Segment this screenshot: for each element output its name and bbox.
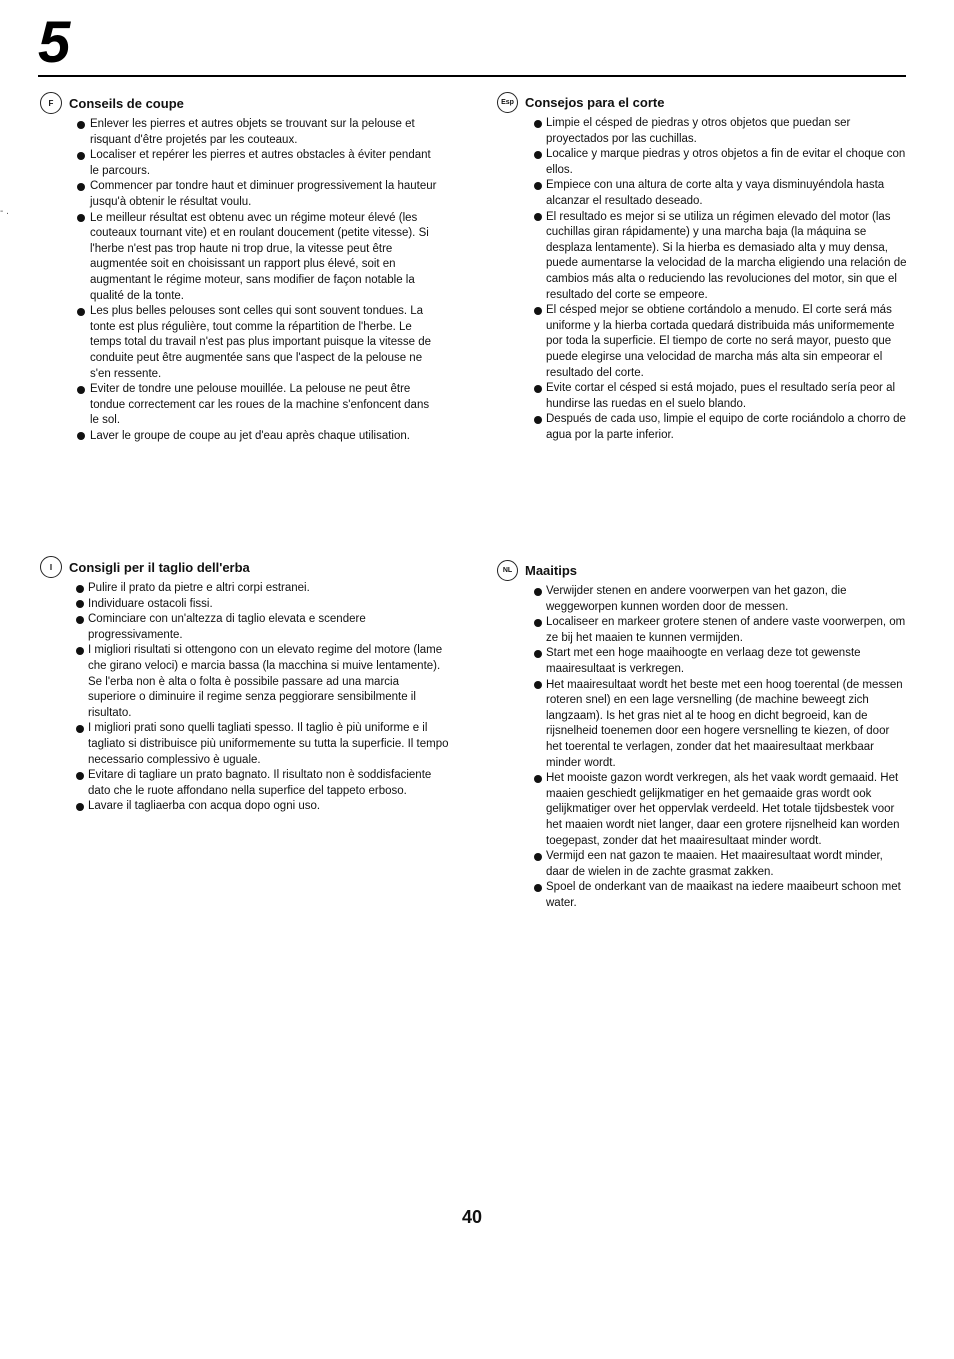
list-item: Het maairesultaat wordt het beste met een hoog toerental (de messen roteren snel) en een lage versnelling (de machine beweegt zich langzaam). Is het gras niet al te hoog en dicht begroeid, kan de rijsnelheid toenemen door een hogere versnelling te kiezen, of door het toerental te verlagen, zonder dat het maairesultaat merkbaar minder wordt. (497, 678, 907, 772)
list-item: Cominciare con un'altezza di taglio elevata e scendere progressivamente. (40, 612, 450, 643)
section-heading (497, 92, 907, 113)
list-item: Limpie el césped de piedras y otros objetos que puedan ser proyectados por las cuchillas. (497, 116, 907, 147)
list-item: Vermijd een nat gazon te maaien. Het maairesultaat wordt minder, daar de wielen in de zachte grasmat zakken. (497, 849, 907, 880)
section-italian (40, 556, 450, 815)
tips-list (497, 584, 907, 911)
list-item: El resultado es mejor si se utiliza un régimen elevado del motor (las cuchillas giran rápidamente) y una marcha baja (la máquina se desplaza lentamente). Si la hierba es demasiado alta y muy densa, puede aumentarse la velocidad de la marcha eligiendo una relación de cambios más alta o reduciendo las revoluciones del motor, sin que el resultado del corte se empeore. (497, 210, 907, 304)
list-item: Het mooiste gazon wordt verkregen, als het vaak wordt gemaaid. Het maaien geschiedt gelijkmatiger en het gemaaide gras wordt ook gelijkmatiger over het oppervlak verdeeld. Het totale tijdsbestek voor het maaien wordt niet langer, daar een grotere rijsnelheid kan worden toegepast, zonder dat het maairesultaat minder wordt. (497, 771, 907, 849)
section-title: Maaitips (525, 563, 578, 578)
list-item: Enlever les pierres et autres objets se trouvant sur la pelouse et risquant d'être projetés par les couteaux. (40, 117, 440, 148)
list-item: Lavare il tagliaerba con acqua dopo ogni uso. (40, 799, 450, 815)
section-heading (40, 556, 450, 578)
list-item: Localiseer en markeer grotere stenen of andere vaste voorwerpen, om ze bij het maaien te kunnen vermijden. (497, 615, 907, 646)
section-spanish (497, 92, 907, 443)
tips-list (40, 117, 440, 444)
list-item: Eviter de tondre une pelouse mouillée. La pelouse ne peut être tondue correctement car les roues de la machine s'enfoncent dans le sol. (40, 382, 440, 429)
list-item: Después de cada uso, limpie el equipo de corte rociándolo a chorro de agua por la parte inferior. (497, 412, 907, 443)
section-title: Consigli per il taglio dell'erba (69, 559, 250, 575)
list-item: Evite cortar el césped si está mojado, pues el resultado sería peor al hundirse las ruedas en el suelo blando. (497, 381, 907, 412)
list-item: Localiser et repérer les pierres et autres obstacles à éviter pendant le parcours. (40, 148, 440, 179)
language-badge-icon: NL (497, 560, 518, 581)
list-item: Individuare ostacoli fissi. (40, 597, 450, 613)
list-item: Verwijder stenen en andere voorwerpen van het gazon, die weggeworpen kunnen worden door de messen. (497, 584, 907, 615)
list-item: Pulire il prato da pietre e altri corpi estranei. (40, 581, 450, 597)
tips-list (497, 116, 907, 443)
section-french (40, 92, 440, 444)
section-title: Conseils de coupe (69, 95, 184, 111)
list-item: I migliori prati sono quelli tagliati spesso. Il taglio è più uniforme e il tagliato si distribuisce più uniformemente su tutta la superficie. Il tempo necessario complessivo è uguale. (40, 721, 450, 768)
section-heading (40, 92, 440, 114)
section-heading (497, 560, 907, 581)
header-rule (38, 75, 906, 77)
list-item: Spoel de onderkant van de maaikast na iedere maaibeurt schoon met water. (497, 880, 907, 911)
list-item: Evitare di tagliare un prato bagnato. Il risultato non è soddisfaciente dato che le ruote affondano nella superfice del tappeto erboso. (40, 768, 450, 799)
tips-list (40, 581, 450, 815)
list-item: Le meilleur résultat est obtenu avec un régime moteur élevé (les couteaux tournant vite) et en roulant doucement (petite vitesse). Si l'herbe n'est pas trop haute ni trop drue, la vitesse peut être augmentée soit en choisissant un rapport plus élevé, soit en augmentant le régime moteur, sans modifier de façon notable la qualité de la tonte. (40, 211, 440, 305)
list-item: Empiece con una altura de corte alta y vaya disminuyéndola hasta alcanzar el resultado deseado. (497, 178, 907, 209)
list-item: Commencer par tondre haut et diminuer progressivement la hauteur jusqu'à obtenir le résultat voulu. (40, 179, 440, 210)
section-title: Consejos para el corte (525, 95, 665, 110)
list-item: Start met een hoge maaihoogte en verlaag deze tot gewenste maairesultaat is verkregen. (497, 646, 907, 677)
list-item: I migliori risultati si ottengono con un elevato regime del motore (lame che girano veloci) e marcia bassa (la macchina si muive lentamente). Se l'erba non è alta o folta è possibile passare ad una marcia superiore o diminuire il regime senza peggiorare sensibilmente il risultato. (40, 643, 450, 721)
margin-mark: - . (0, 206, 9, 217)
language-badge-icon: Esp (497, 92, 518, 113)
list-item: Laver le groupe de coupe au jet d'eau après chaque utilisation. (40, 429, 440, 445)
language-badge-icon: F (40, 92, 62, 114)
section-dutch (497, 560, 907, 911)
chapter-number: 5 (38, 10, 71, 75)
list-item: Localice y marque piedras y otros objetos a fin de evitar el choque con ellos. (497, 147, 907, 178)
language-badge-icon: I (40, 556, 62, 578)
list-item: El césped mejor se obtiene cortándolo a menudo. El corte será más uniforme y la hierba cortada quedará distribuida más uniformemente por toda la superficie. El tiempo de corte no será mayor, puesto que puede elegirse una velocidad de marcha más alta sin empeorar el resultado del corte. (497, 303, 907, 381)
list-item: Les plus belles pelouses sont celles qui sont souvent tondues. La tonte est plus régulière, tout comme la répartition de l'herbe. Le temps total du travail n'est pas plus important puisque la vitesse de conduite peut être augmentée sans que l'aspect de la pelouse ne s'en ressente. (40, 304, 440, 382)
page-number: 40 (461, 1207, 483, 1227)
